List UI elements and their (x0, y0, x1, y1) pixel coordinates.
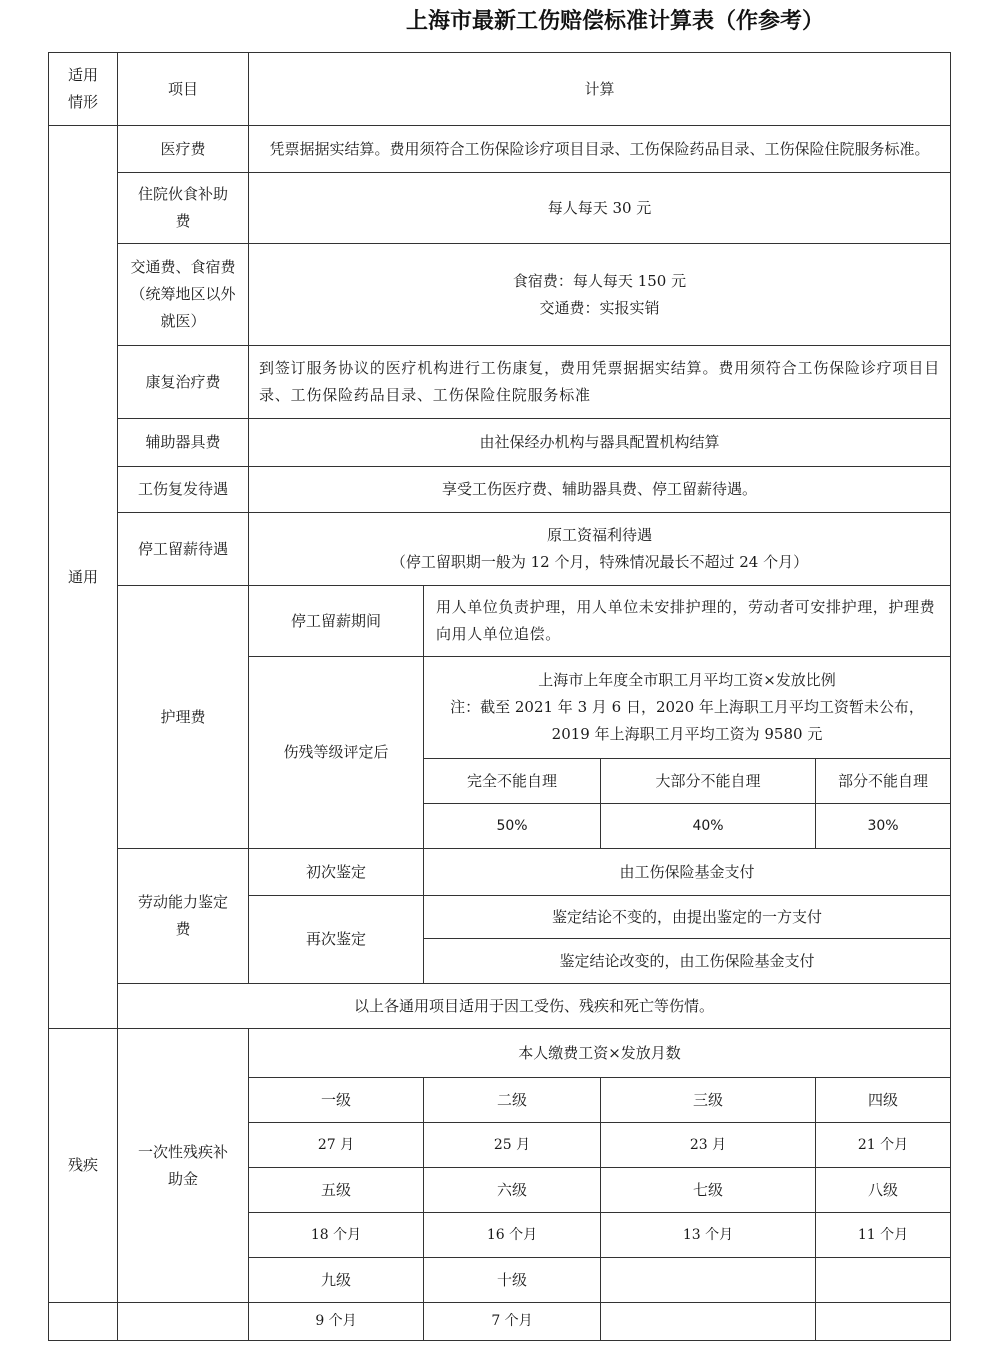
item-hospital-meal: 住院伙食补助费 (118, 173, 249, 244)
assessment-re-changed: 鉴定结论改变的，由工伤保险基金支付 (424, 939, 951, 984)
nursing-after-rating-label: 伤残等级评定后 (249, 657, 424, 849)
grade-level: 一级 (249, 1078, 424, 1123)
calc-line: 食宿费：每人每天 150 元 (512, 271, 687, 290)
header-situation: 适用情形 (49, 53, 118, 126)
header-row (49, 53, 951, 126)
table-row (49, 244, 951, 346)
calc-medical: 凭票据据实结算。费用须符合工伤保险诊疗项目目录、工伤保险药品目录、工伤保险住院服务标准。 (249, 126, 951, 173)
calc-line: 交通费：实报实销 (539, 298, 660, 317)
compensation-table (48, 52, 951, 1341)
item-rehabilitation: 康复治疗费 (118, 346, 249, 419)
table-body (49, 53, 951, 1341)
grade-months: 27 月 (249, 1123, 424, 1168)
table-row (49, 419, 951, 467)
item-paid-leave: 停工留薪待遇 (118, 513, 249, 586)
empty-cell (49, 1303, 118, 1341)
nursing-ratio-most: 40% (601, 804, 816, 849)
grade-months: 11 个月 (816, 1213, 951, 1258)
assessment-initial-calc: 由工伤保险基金支付 (424, 849, 951, 896)
item-disability-subsidy: 一次性残疾补助金 (118, 1029, 249, 1303)
grade-months: 13 个月 (601, 1213, 816, 1258)
empty-cell (118, 1303, 249, 1341)
grade-level: 二级 (424, 1078, 601, 1123)
empty-cell (816, 1303, 951, 1341)
empty-cell (601, 1258, 816, 1303)
nursing-note: 注：截至 2021 年 3 月 6 日，2020 年上海职工月平均工资暂未公布，2019 年上海职工月平均工资为 9580 元 (450, 698, 924, 743)
nursing-during-leave-calc: 用人单位负责护理，用人单位未安排护理的，劳动者可安排护理，护理费向用人单位追偿。 (424, 586, 951, 657)
calc-line: 原工资福利待遇 (547, 526, 653, 544)
calc-paid-leave (249, 513, 951, 586)
disability-category: 残疾 (49, 1029, 118, 1303)
table-row (49, 126, 951, 173)
table-row (49, 586, 951, 657)
nursing-formula: 上海市上年度全市职工月平均工资×发放比例 (538, 671, 836, 689)
general-category: 通用 (49, 126, 118, 1029)
grade-months: 9 个月 (249, 1303, 424, 1341)
grade-level: 四级 (816, 1078, 951, 1123)
table-row (49, 173, 951, 244)
calc-hospital-meal: 每人每天 30 元 (249, 173, 951, 244)
grade-level: 七级 (601, 1168, 816, 1213)
document-title: 上海市最新工伤赔偿标准计算表（作参考） (405, 9, 824, 34)
table-row (49, 849, 951, 896)
table-row (49, 513, 951, 586)
general-note: 以上各通用项目适用于因工受伤、残疾和死亡等伤情。 (118, 984, 951, 1029)
calc-rehabilitation: 到签订服务协议的医疗机构进行工伤康复，费用凭票据据实结算。费用须符合工伤保险诊疗项目目录、工伤保险药品目录、工伤保险住院服务标准 (249, 346, 951, 419)
item-ability-assessment: 劳动能力鉴定费 (118, 849, 249, 984)
nursing-level-partial: 部分不能自理 (816, 759, 951, 804)
grade-months: 7 个月 (424, 1303, 601, 1341)
item-nursing: 护理费 (118, 586, 249, 849)
table-row (49, 1029, 951, 1078)
empty-cell (816, 1258, 951, 1303)
calc-line: （停工留职期一般为 12 个月，特殊情况最长不超过 24 个月） (390, 553, 809, 571)
nursing-ratio-partial: 30% (816, 804, 951, 849)
item-medical: 医疗费 (118, 126, 249, 173)
empty-cell (601, 1303, 816, 1341)
grade-months: 23 月 (601, 1123, 816, 1168)
grade-level: 八级 (816, 1168, 951, 1213)
item-transport-lodging: 交通费、食宿费（统筹地区以外就医） (118, 244, 249, 346)
nursing-after-rating-calc (424, 657, 951, 759)
grade-level: 五级 (249, 1168, 424, 1213)
grade-months: 18 个月 (249, 1213, 424, 1258)
nursing-during-leave-label: 停工留薪期间 (249, 586, 424, 657)
grade-level: 三级 (601, 1078, 816, 1123)
header-calc: 计算 (249, 53, 951, 126)
assessment-initial-label: 初次鉴定 (249, 849, 424, 896)
grade-level: 十级 (424, 1258, 601, 1303)
calc-assistive-devices: 由社保经办机构与器具配置机构结算 (249, 419, 951, 467)
nursing-level-full: 完全不能自理 (424, 759, 601, 804)
item-assistive-devices: 辅助器具费 (118, 419, 249, 467)
calc-relapse: 享受工伤医疗费、辅助器具费、停工留薪待遇。 (249, 467, 951, 513)
grade-months: 16 个月 (424, 1213, 601, 1258)
table-row (49, 984, 951, 1029)
grade-level: 六级 (424, 1168, 601, 1213)
calc-transport-lodging (249, 244, 951, 346)
grade-months: 21 个月 (816, 1123, 951, 1168)
item-relapse: 工伤复发待遇 (118, 467, 249, 513)
assessment-re-label: 再次鉴定 (249, 896, 424, 984)
grade-level: 九级 (249, 1258, 424, 1303)
table-row (49, 1303, 951, 1341)
assessment-re-unchanged: 鉴定结论不变的，由提出鉴定的一方支付 (424, 896, 951, 939)
disability-formula: 本人缴费工资×发放月数 (249, 1029, 951, 1078)
grade-months: 25 月 (424, 1123, 601, 1168)
table-row (49, 346, 951, 419)
table-row (49, 467, 951, 513)
nursing-ratio-full: 50% (424, 804, 601, 849)
header-item: 项目 (118, 53, 249, 126)
nursing-level-most: 大部分不能自理 (601, 759, 816, 804)
